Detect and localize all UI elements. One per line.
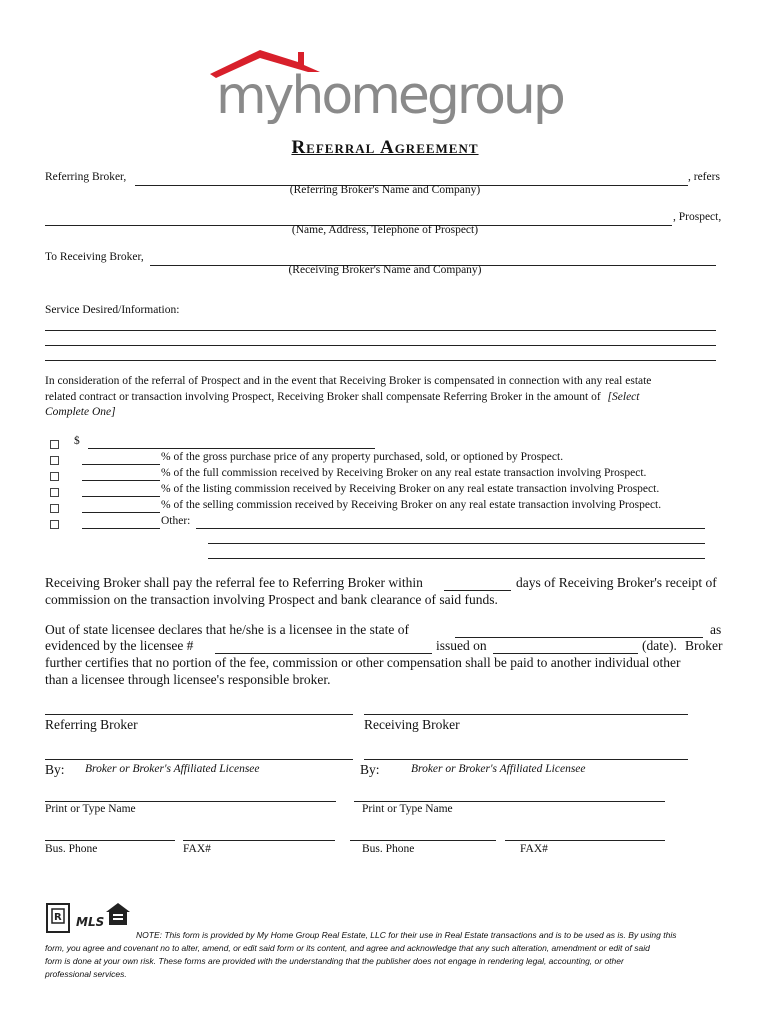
option-2-text: % of the gross purchase price of any property purchased, sold, or optioned by Prospect. — [161, 451, 564, 463]
option-dollar-field[interactable] — [88, 448, 375, 449]
svg-text:R: R — [54, 912, 62, 923]
referring-phone-field[interactable] — [45, 840, 175, 841]
license-number-field[interactable] — [215, 653, 432, 654]
referring-broker-signature[interactable] — [45, 714, 353, 715]
option-4-text: % of the listing commission received by Receiving Broker on any real estate transaction involving Prospect. — [161, 483, 660, 495]
option-3-text: % of the full commission received by Receiving Broker on any real estate transaction involving Prospect. — [161, 467, 647, 479]
equal-housing-logo — [104, 901, 132, 927]
service-line-1[interactable] — [45, 330, 716, 331]
receiving-by-caption: Broker or Broker's Affiliated Licensee — [411, 763, 586, 775]
receiving-broker-label: To Receiving Broker, — [45, 251, 144, 263]
mls-logo: MLS — [76, 915, 105, 929]
receiving-caption: (Receiving Broker's Name and Company) — [288, 264, 482, 276]
receiving-by-signature[interactable] — [364, 759, 688, 760]
option-checkbox-4[interactable] — [50, 488, 59, 497]
receiving-broker-signature[interactable] — [364, 714, 688, 715]
footer-note-1: NOTE: This form is provided by My Home Group Real Estate, LLC for their use in Real Estate transactions and is to be used as is. By using this — [136, 930, 677, 940]
license-issued: issued on — [436, 638, 487, 653]
referring-broker-sig-label: Referring Broker — [45, 717, 138, 732]
consideration-line-2 — [45, 391, 639, 403]
company-logo — [208, 44, 563, 136]
payment-line-1b: days of Receiving Broker's receipt of — [516, 575, 717, 590]
prospect-suffix: , Prospect, — [673, 211, 722, 223]
referring-fax-label: FAX# — [183, 843, 211, 855]
option-checkbox-1[interactable] — [50, 440, 59, 449]
license-broker: Broker — [685, 638, 723, 653]
option-checkbox-6[interactable] — [50, 520, 59, 529]
receiving-phone-label: Bus. Phone — [362, 843, 415, 855]
receiving-print-name-field[interactable] — [354, 801, 665, 802]
option-4-field[interactable] — [82, 496, 160, 497]
footer-note-2: form, you agree and covenant no to alter, amend, or edit said form or its content, and agree and acknowledge that any such alteration, amendment or edit of said — [45, 943, 650, 953]
realtor-logo — [46, 903, 70, 933]
referring-print-name-field[interactable] — [45, 801, 336, 802]
referring-print-name-label: Print or Type Name — [45, 803, 136, 815]
option-dollar: $ — [74, 435, 80, 447]
receiving-broker-sig-label: Receiving Broker — [364, 717, 460, 732]
option-other-label: Other: — [161, 515, 191, 527]
referring-caption: (Referring Broker's Name and Company) — [289, 184, 481, 196]
logo-wordmark: myhomegroup — [216, 66, 563, 126]
prospect-caption: (Name, Address, Telephone of Prospect) — [291, 224, 479, 236]
other-line-1[interactable] — [196, 528, 705, 529]
receiving-by-label: By: — [360, 762, 380, 777]
footer-note-4: professional services. — [45, 969, 127, 979]
option-6-field[interactable] — [82, 528, 160, 529]
receiving-phone-field[interactable] — [350, 840, 496, 841]
referring-fax-field[interactable] — [183, 840, 335, 841]
referring-phone-label: Bus. Phone — [45, 843, 98, 855]
receiving-print-name-label: Print or Type Name — [362, 803, 453, 815]
option-5-text: % of the selling commission received by Receiving Broker on any real estate transaction involving Prospect. — [161, 499, 662, 511]
service-label: Service Desired/Information: — [45, 304, 180, 316]
footer-note-3: form is done at your own risk. These forms are provided with the understanding that the publisher does not engage in rendering legal, accounting, or other — [45, 956, 624, 966]
payment-days-field[interactable] — [444, 590, 511, 591]
other-line-3[interactable] — [208, 558, 705, 559]
option-checkbox-5[interactable] — [50, 504, 59, 513]
referring-by-signature[interactable] — [45, 759, 353, 760]
license-date-field[interactable] — [493, 653, 638, 654]
referring-by-caption: Broker or Broker's Affiliated Licensee — [85, 763, 260, 775]
equal-housing-icon — [104, 901, 132, 927]
receiving-fax-field[interactable] — [505, 840, 665, 841]
license-as: as — [710, 622, 722, 637]
consideration-line-2-text: related contract or transaction involving Prospect, Receiving Broker shall compensate Referring Broker in the amount of — [45, 391, 601, 403]
service-line-3[interactable] — [45, 360, 716, 361]
realtor-r-icon — [48, 905, 68, 931]
referring-by-label: By: — [45, 762, 65, 777]
license-line-4: than a licensee through licensee's responsible broker. — [45, 672, 331, 687]
select-note: [Select — [607, 391, 640, 403]
referring-suffix: , refers — [688, 171, 720, 183]
payment-line-1a: Receiving Broker shall pay the referral fee to Referring Broker within — [45, 575, 423, 590]
referring-broker-label: Referring Broker, — [45, 171, 127, 183]
option-checkbox-2[interactable] — [50, 456, 59, 465]
license-line-1: Out of state licensee declares that he/she is a licensee in the state of — [45, 622, 409, 637]
option-3-field[interactable] — [82, 480, 160, 481]
option-2-field[interactable] — [82, 464, 160, 465]
consideration-line-3: Complete One] — [45, 406, 116, 418]
consideration-line-1: In consideration of the referral of Prospect and in the event that Receiving Broker is compensated in connection with any real estate — [45, 375, 652, 387]
license-line-2: evidenced by the licensee # — [45, 638, 194, 653]
other-line-2[interactable] — [208, 543, 705, 544]
page-title: Referral Agreement — [291, 137, 479, 158]
license-date: (date). — [642, 638, 677, 653]
receiving-fax-label: FAX# — [520, 843, 548, 855]
option-5-field[interactable] — [82, 512, 160, 513]
license-line-3: further certifies that no portion of the fee, commission or other compensation shall be paid to another individual other — [45, 655, 681, 670]
option-checkbox-3[interactable] — [50, 472, 59, 481]
payment-line-2: commission on the transaction involving Prospect and bank clearance of said funds. — [45, 592, 498, 607]
service-line-2[interactable] — [45, 345, 716, 346]
